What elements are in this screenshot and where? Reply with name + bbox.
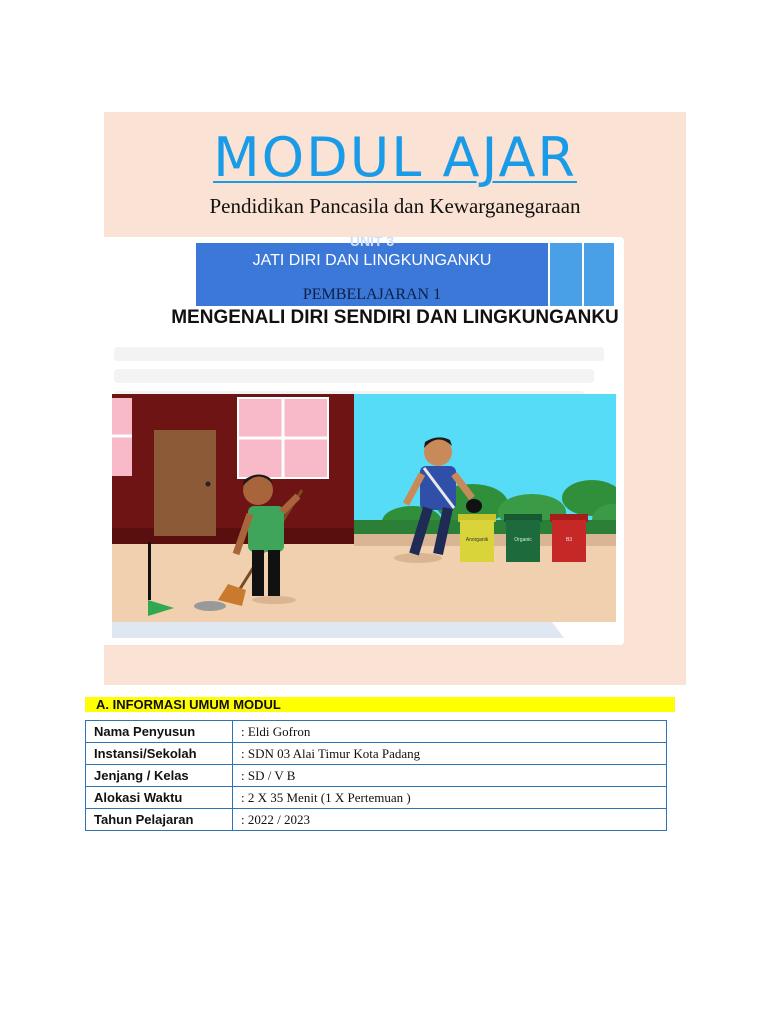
window — [238, 398, 328, 478]
table-row — [86, 765, 667, 787]
row-label: Instansi/Sekolah — [86, 743, 233, 765]
row-value: : 2022 / 2023 — [233, 809, 667, 831]
table-row — [86, 787, 667, 809]
door-knob — [206, 482, 211, 487]
row-value: : Eldi Gofron — [233, 721, 667, 743]
table-row — [86, 809, 667, 831]
bin-label: Organic — [514, 537, 532, 543]
row-label: Jenjang / Kelas — [86, 765, 233, 787]
bin-organic — [504, 514, 542, 562]
floor-shadow — [112, 622, 564, 638]
banner-stripe — [550, 243, 582, 306]
dirt-pile — [194, 601, 226, 611]
banner-stripe — [584, 243, 614, 306]
cover-page — [104, 112, 686, 685]
table-row — [86, 743, 667, 765]
window — [112, 398, 132, 476]
faint-text-line — [114, 369, 594, 383]
bin-anorganik — [458, 514, 496, 562]
row-value: : SD / V B — [233, 765, 667, 787]
row-label: Alokasi Waktu — [86, 787, 233, 809]
faint-text-line — [114, 347, 604, 361]
row-value: : SDN 03 Alai Timur Kota Padang — [233, 743, 667, 765]
bin-b3 — [550, 514, 588, 562]
ground — [112, 544, 616, 622]
bin-label: Anorganik — [465, 537, 489, 543]
module-info-table — [85, 720, 667, 831]
cover-illustration — [112, 394, 616, 638]
row-label: Nama Penyusun — [86, 721, 233, 743]
unit-title: JATI DIRI DAN LINGKUNGANKU — [252, 252, 492, 269]
section-title: A. INFORMASI UMUM MODUL — [96, 697, 281, 712]
lesson-number: PEMBELAJARAN 1 — [302, 286, 442, 303]
unit-number: UNIT 3 — [349, 233, 395, 249]
table-row — [86, 721, 667, 743]
bin-label: B3 — [565, 537, 573, 543]
module-title: MODUL AJAR — [213, 126, 577, 189]
lesson-title: MENGENALI DIRI SENDIRI DAN LINGKUNGANKU — [171, 307, 619, 328]
subject-name: Pendidikan Pancasila dan Kewarganegaraan — [209, 194, 581, 218]
row-label: Tahun Pelajaran — [86, 809, 233, 831]
row-value: : 2 X 35 Menit (1 X Pertemuan ) — [233, 787, 667, 809]
